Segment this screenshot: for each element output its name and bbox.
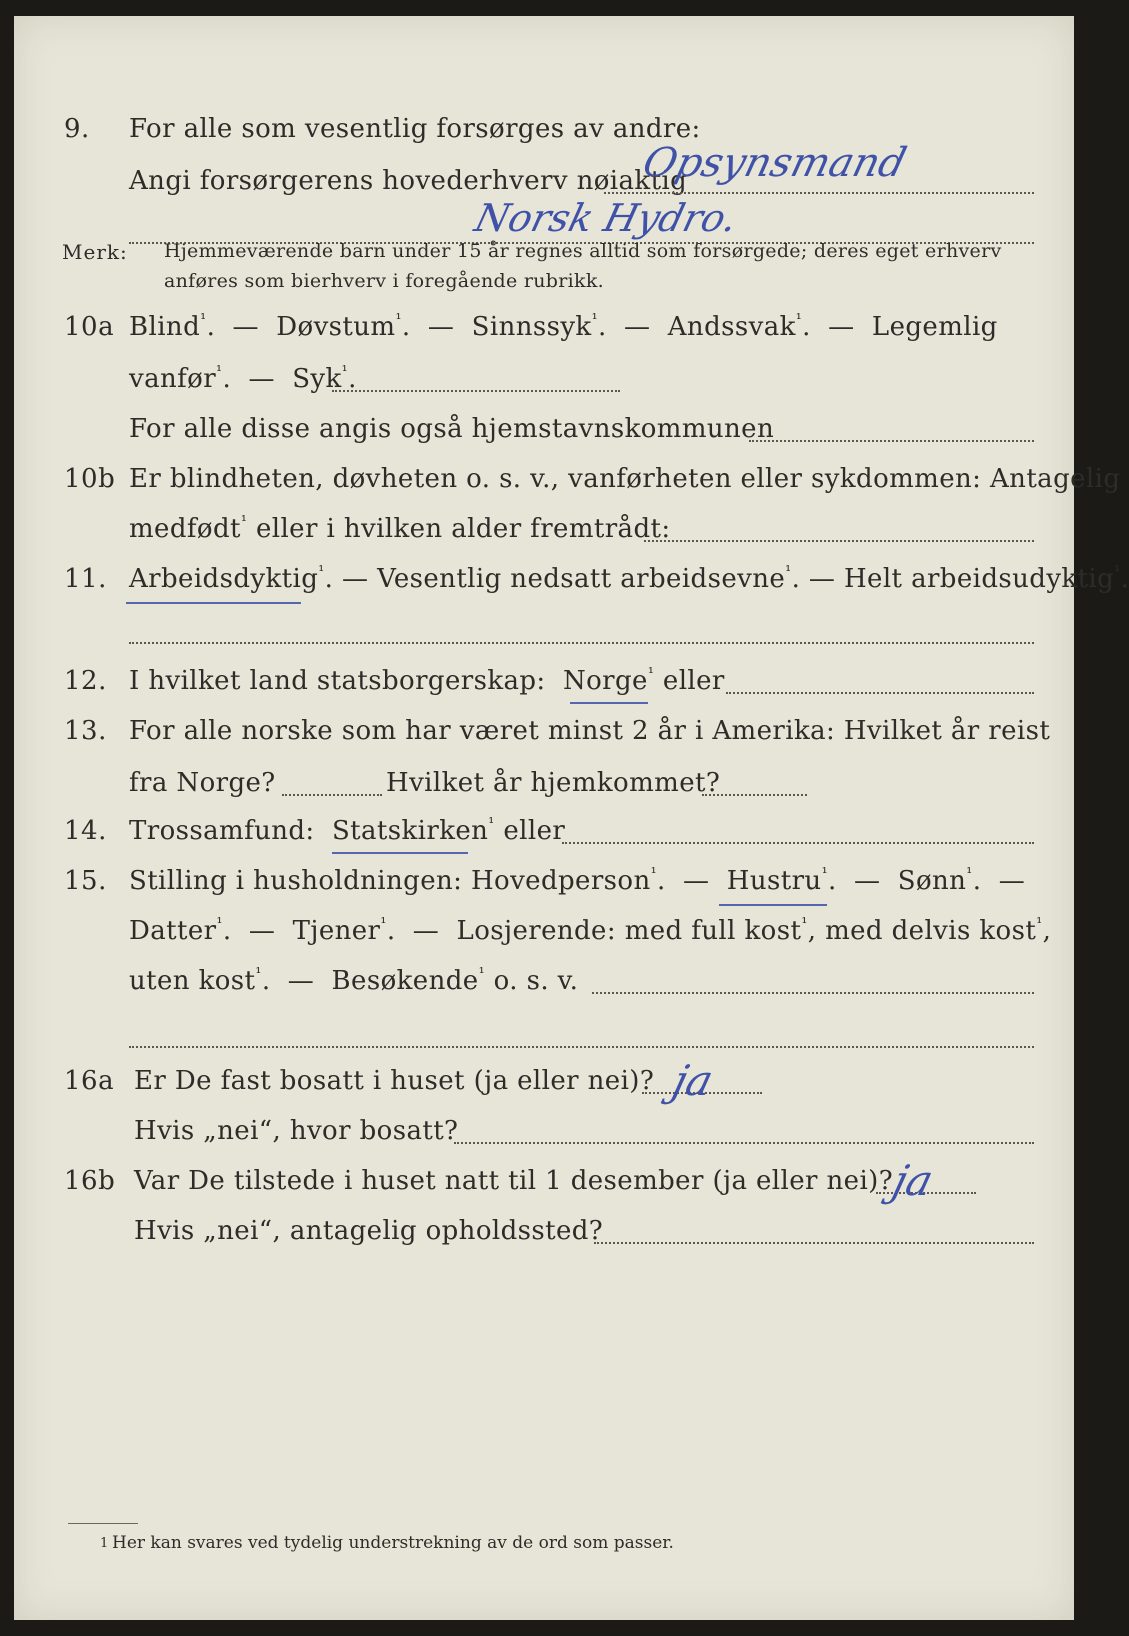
q15-answer-line2[interactable] <box>129 1046 1034 1048</box>
q14-answer-line[interactable] <box>562 842 1034 844</box>
q9-answer-line1[interactable] <box>604 192 1034 194</box>
q10a-number: 10a <box>64 312 115 342</box>
q11-number: 11. <box>64 564 107 594</box>
q16b-oppholdssted-line[interactable] <box>594 1242 1034 1244</box>
q9-number: 9. <box>64 114 90 144</box>
q13-line2a: fra Norge? <box>129 768 276 798</box>
q15-line2: Datter$^{^1}$. — Tjener$^{^1}$. — Losjerende: med full kost$^{^1}$, med delvis kost$^{^1}$, <box>129 914 1052 946</box>
q16b-handwritten-answer: ja <box>887 1156 939 1205</box>
q10b-line1: Er blindheten, døvheten o. s. v., vanførheten eller sykdommen: Antagelig <box>129 464 1121 494</box>
q10a-hjemstavn-line[interactable] <box>749 440 1034 442</box>
q12-answer-line[interactable] <box>726 692 1034 694</box>
q10b-line2: medfødt$^{^1}$ eller i hvilken alder fremtrådt: <box>129 512 671 544</box>
q10a-line2: vanfør$^{^1}$. — Syk$^{^1}$. <box>129 362 357 394</box>
q12-underline-norge <box>570 702 648 704</box>
q13-number: 13. <box>64 716 107 746</box>
q16a-line1: Er De fast bosatt i huset (ja eller nei)? <box>134 1066 655 1096</box>
q16a-bosatt-line[interactable] <box>454 1142 1034 1144</box>
q9-line1: For alle som vesentlig forsørges av andre: <box>129 114 701 144</box>
q11-line1: Arbeidsdyktig$^{^1}$. — Vesentlig nedsatt arbeidsevne$^{^1}$. — Helt arbeidsudyktig$^{^1}$. <box>129 562 1129 594</box>
q15-line1: Stilling i husholdningen: Hovedperson$^{^1}$. — Hustru$^{^1}$. — Sønn$^{^1}$. — <box>129 864 1026 896</box>
q16b-line1: Var De tilstede i huset natt til 1 desember (ja eller nei)? <box>134 1166 894 1196</box>
q15-answer-line[interactable] <box>592 992 1034 994</box>
q10a-line1: Blind$^{^1}$. — Døvstum$^{^1}$. — Sinnssyk$^{^1}$. — Andssvak$^{^1}$. — Legemlig <box>129 310 998 342</box>
q15-number: 15. <box>64 866 107 896</box>
footnote-rule <box>68 1523 138 1524</box>
merk-line2: anføres som bierhverv i foregående rubrikk. <box>164 270 604 292</box>
footnote-marker: 1 <box>100 1536 109 1551</box>
q10b-answer-line[interactable] <box>644 540 1034 542</box>
merk-line1: Hjemmeværende barn under 15 år regnes alltid som forsørgede; deres eget erhverv <box>164 240 1002 262</box>
q10a-answer-line[interactable] <box>332 390 620 392</box>
q9-handwritten-employer: Norsk Hydro. <box>470 196 742 240</box>
q11-underline-arbeidsdyktig <box>126 602 301 604</box>
footnote-text: Her kan svares ved tydelig understrekning av de ord som passer. <box>112 1533 674 1553</box>
q13-line1: For alle norske som har været minst 2 år i Amerika: Hvilket år reist <box>129 716 1051 746</box>
q10a-line3: For alle disse angis også hjemstavnskommunen <box>129 414 775 444</box>
q16a-line2: Hvis „nei“, hvor bosatt? <box>134 1116 459 1146</box>
q16a-number: 16a <box>64 1066 115 1096</box>
q16b-number: 16b <box>64 1166 116 1196</box>
q12-number: 12. <box>64 666 107 696</box>
q11-answer-line[interactable] <box>129 642 1034 644</box>
q10b-number: 10b <box>64 464 116 494</box>
q16b-line2: Hvis „nei“, antagelig opholdssted? <box>134 1216 604 1246</box>
q15-underline-hustru <box>719 904 827 906</box>
q14-number: 14. <box>64 816 107 846</box>
q15-line3: uten kost$^{^1}$. — Besøkende$^{^1}$ o. s. v. <box>129 964 579 996</box>
merk-label: Merk: <box>62 240 128 264</box>
q14-underline-statskirken <box>332 852 468 854</box>
q9-line2: Angi forsørgerens hovederhverv nøiaktig <box>129 166 688 196</box>
q12-line1: I hvilket land statsborgerskap: Norge$^{^1}$ eller <box>129 664 725 696</box>
census-form-page <box>14 16 1129 1620</box>
q13-line2b: Hvilket år hjemkommet? <box>386 768 721 798</box>
q13-reist-line[interactable] <box>282 794 382 796</box>
q14-line1: Trossamfund: Statskirken$^{^1}$ eller <box>129 814 566 846</box>
q13-hjemkommet-line[interactable] <box>702 794 807 796</box>
q9-handwritten-occupation: Opsynsmand <box>638 140 911 186</box>
q16a-handwritten-answer: ja <box>667 1056 719 1105</box>
